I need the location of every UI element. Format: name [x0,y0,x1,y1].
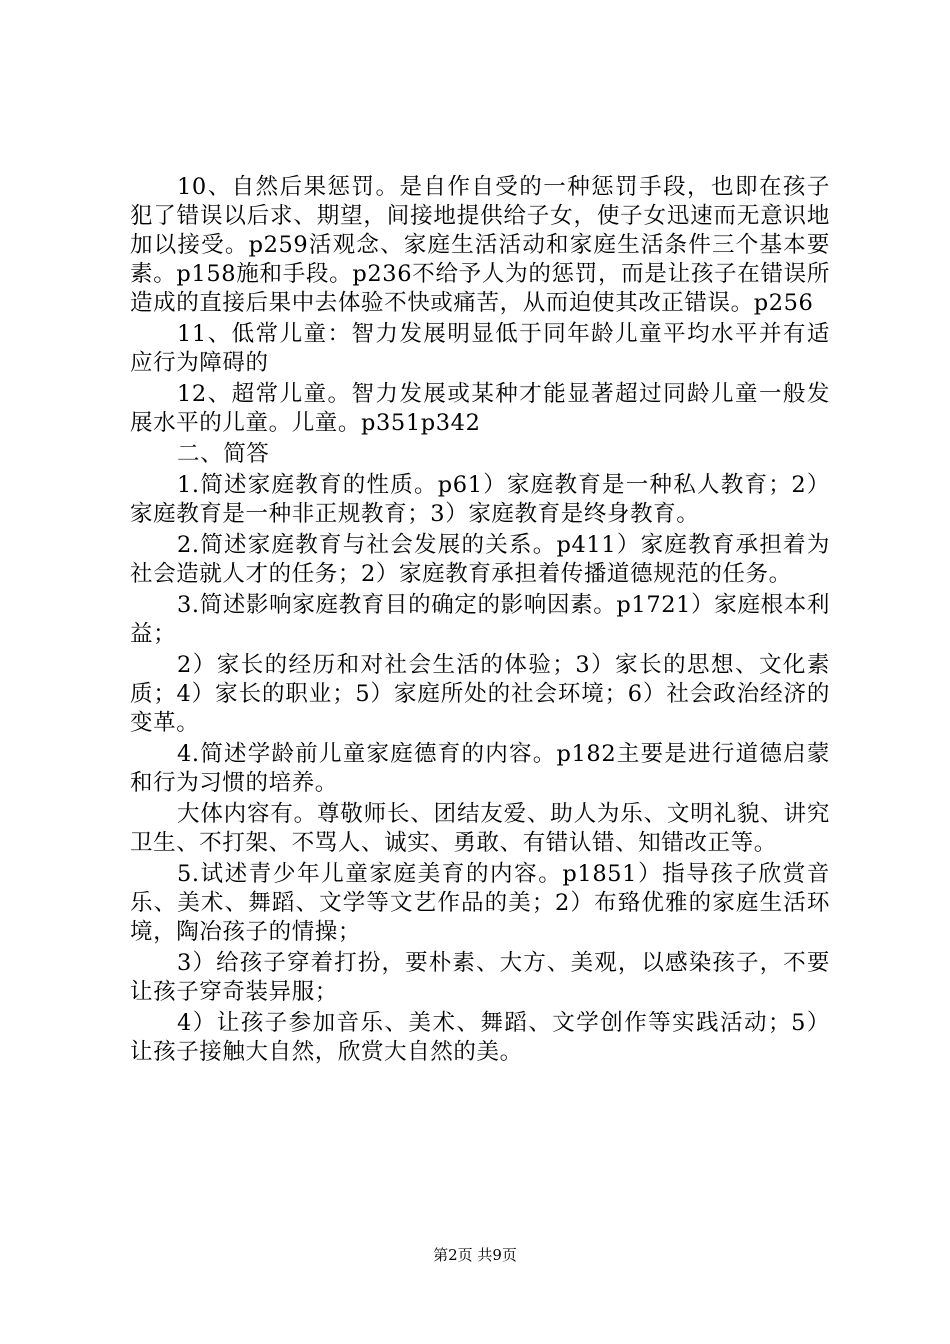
document-body [130,173,830,1069]
paragraph-11: 11、低常儿童：智力发展明显低于同年龄儿童平均水平并有适应行为障碍的 [130,321,830,376]
page-footer: 第2页 共9页 [433,1246,517,1264]
question-2: 2.简述家庭教育与社会发展的关系。p411）家庭教育承担着为社会造就人才的任务；2）家庭教育承担着传播道德规范的任务。 [130,532,830,587]
question-4: 4.简述学龄前儿童家庭德育的内容。p182主要是进行道德启蒙和行为习惯的培养。 [130,741,830,796]
question-3-continued: 2）家长的经历和对社会生活的体验；3）家长的思想、文化素质；4）家长的职业；5）家庭所处的社会环境；6）社会政治经济的变革。 [130,652,830,736]
question-5: 5.试述青少年儿童家庭美育的内容。p1851）指导孩子欣赏音乐、美术、舞蹈、文学等文艺作品的美；2）布臵优雅的家庭生活环境，陶冶孩子的情操； [130,861,830,945]
question-4-continued: 大体内容有。尊敬师长、团结友爱、助人为乐、文明礼貌、讲究卫生、不打架、不骂人、诚实、勇敢、有错认错、知错改正等。 [130,801,830,856]
question-5-item-4: 4）让孩子参加音乐、美术、舞蹈、文学创作等实践活动；5）让孩子接触大自然，欣赏大自然的美。 [130,1010,830,1065]
question-1: 1.简述家庭教育的性质。p61）家庭教育是一种私人教育；2）家庭教育是一种非正规教育；3）家庭教育是终身教育。 [130,472,830,527]
question-5-item-3: 3）给孩子穿着打扮，要朴素、大方、美观，以感染孩子，不要让孩子穿奇装异服； [130,950,830,1005]
section-heading: 二、简答 [177,441,270,467]
paragraph-12: 12、超常儿童。智力发展或某种才能显著超过同龄儿童一般发展水平的儿童。儿童。p351p342 [130,381,830,436]
paragraph-10: 10、自然后果惩罚。是自作自受的一种惩罚手段，也即在孩子犯了错误以后求、期望，间接地提供给子女，使子女迅速而无意识地加以接受。p259活观念、家庭生活活动和家庭生活条件三个基本要素。p158施和手段。p236不给予人为的惩罚，而是让孩子在错误所造成的直接后果中去体验不快或痛苦，从而迫使其改正错误。p256 [130,174,830,316]
question-3: 3.简述影响家庭教育目的确定的影响因素。p1721）家庭根本利益； [130,592,830,647]
